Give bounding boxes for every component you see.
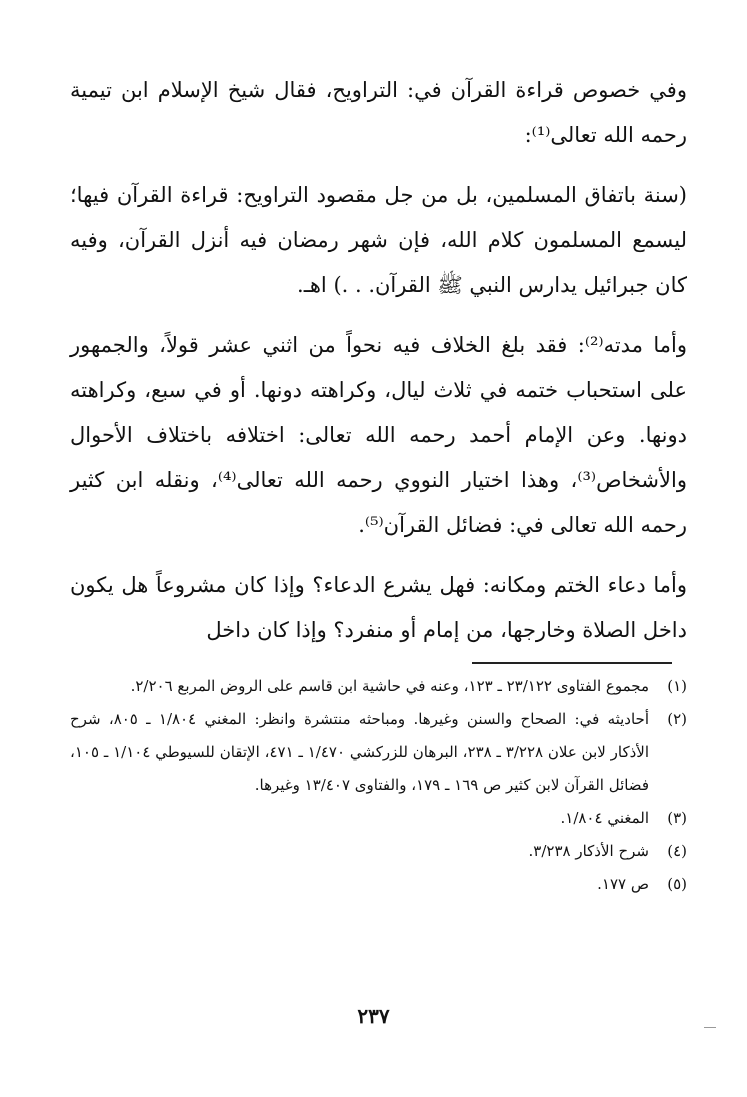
footnote-number: (٥) (667, 875, 687, 893)
scan-mark (704, 1027, 716, 1028)
footnote-text: ص ١٧٧. (597, 875, 649, 893)
footnotes (70, 670, 687, 901)
footnote-separator (472, 662, 672, 664)
paragraph-completion-duration: وأما مدته⁽²⁾: فقد بلغ الخلاف فيه نحواً من اثني عشر قولاً، والجمهور على استحباب ختمه في ثلاث ليال، وكراهته دونها. أو في سبع، وكراهته دونها. وعن الإمام أحمد رحمه الله تعالى: اختلافه باختلاف الأحوال والأشخاص⁽³⁾، وهذا اختيار النووي رحمه الله تعالى⁽⁴⁾، ونقله ابن كثير رحمه الله تعالى في: فضائل القرآن⁽⁵⁾. (70, 333, 687, 537)
footnote-number: (٤) (667, 842, 687, 860)
page-number: ٢٣٧ (357, 1004, 390, 1028)
footnote-text: المغني ١/٨٠٤. (560, 809, 649, 827)
footnote-text: شرح الأذكار ٣/٢٣٨. (528, 842, 649, 860)
footnote-2 (70, 703, 687, 802)
footnote-5 (70, 868, 687, 901)
footnote-text: أحاديثه في: الصحاح والسنن وغيرها. ومباحثه منتشرة وانظر: المغني ١/٨٠٤ ـ ٨٠٥، شرح الأذكار لابن علان ٣/٢٢٨ ـ ٢٣٨، البرهان للزركشي ١/٤٧٠ ـ ٤٧١، الإتقان للسيوطي ١/١٠٤ ـ ١٠٥، فضائل القرآن لابن كثير ص ١٦٩ ـ ١٧٩، والفتاوى ١٣/٤٠٧ وغيرها. (70, 710, 650, 794)
footnote-4 (70, 835, 687, 868)
footnote-1 (70, 670, 687, 703)
paragraph-tarawih-recitation: وفي خصوص قراءة القرآن في: التراويح، فقال شيخ الإسلام ابن تيمية رحمه الله تعالى⁽¹⁾: (70, 78, 687, 147)
main-text (70, 68, 687, 668)
footnote-text: مجموع الفتاوى ٢٣/١٢٢ ـ ١٢٣، وعنه في حاشية ابن قاسم على الروض المربع ٢/٢٠٦. (130, 677, 649, 695)
footnote-number: (٢) (667, 710, 687, 728)
footnote-number: (١) (667, 677, 687, 695)
footnote-3 (70, 802, 687, 835)
footnote-number: (٣) (667, 809, 687, 827)
paragraph-ibn-taymiyyah-quote: (سنة باتفاق المسلمين، بل من جل مقصود التراويح: قراءة القرآن فيها؛ ليسمع المسلمون كلام الله، فإن شهر رمضان فيه أنزل القرآن، وفيه كان جبرائيل يدارس النبي ﷺ القرآن. . .) اهـ. (70, 183, 687, 297)
paragraph-completion-dua: وأما دعاء الختم ومكانه: فهل يشرع الدعاء؟ وإذا كان مشروعاً هل يكون داخل الصلاة وخارجها، من إمام أو منفرد؟ وإذا كان داخل (70, 573, 687, 642)
